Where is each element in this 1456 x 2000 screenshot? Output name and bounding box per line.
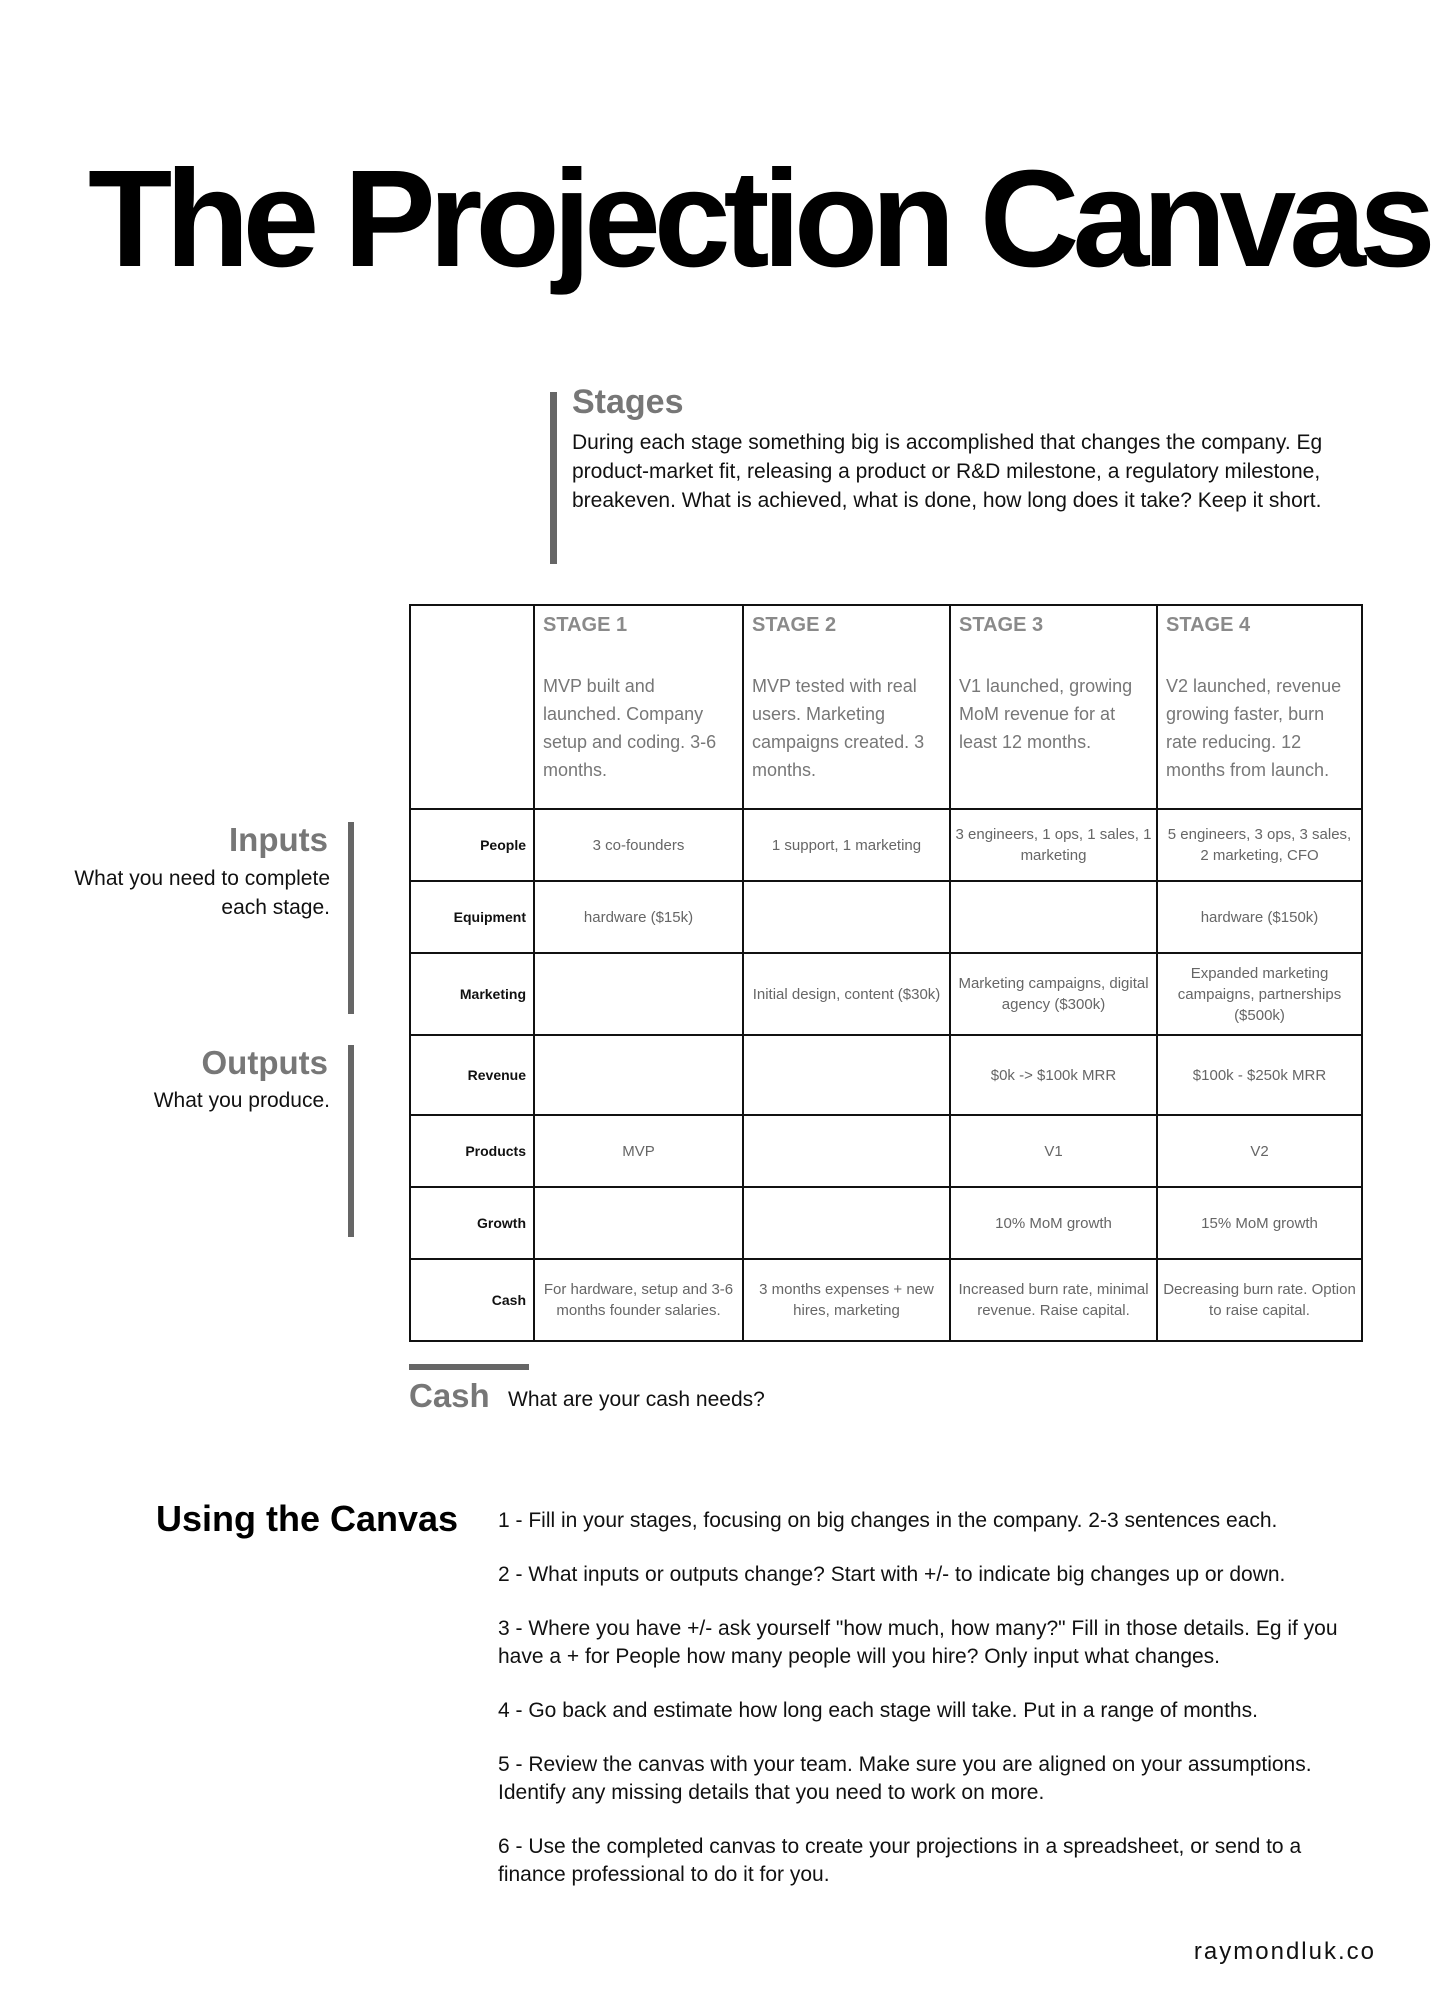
table-row-people [410,809,1362,881]
stages-description: During each stage something big is accomplished that changes the company. Eg product-market fit, releasing a product or R&D milestone, a regulatory milestone, breakeven. What is achieved, what is done, how long does it take? Keep it short. [572,431,1323,512]
table-cell: 1 support, 1 marketing [743,809,950,881]
inputs-heading: Inputs [229,821,328,858]
table-cell: Increased burn rate, minimal revenue. Raise capital. [950,1259,1157,1341]
stage-header-cell [534,605,743,809]
table-cell [743,1035,950,1115]
table-cell [534,1187,743,1259]
stages-heading: Stages [572,383,684,421]
table-cell: V1 [950,1115,1157,1187]
table-cell: 3 engineers, 1 ops, 1 sales, 1 marketing [950,809,1157,881]
table-cell [534,953,743,1035]
table-cell [743,1115,950,1187]
cash-heading: Cash [409,1377,490,1414]
table-cell: Expanded marketing campaigns, partnerships ($500k) [1157,953,1362,1035]
table-row-growth [410,1187,1362,1259]
table-cell: For hardware, setup and 3-6 months founder salaries. [534,1259,743,1341]
table-cell: $0k -> $100k MRR [950,1035,1157,1115]
table-cell [950,881,1157,953]
corner-cell [410,605,534,809]
cash-accent-line [409,1364,529,1370]
table-cell: V2 [1157,1115,1362,1187]
table-row-marketing [410,953,1362,1035]
outputs-description: What you produce. [153,1089,330,1112]
table-cell [743,1187,950,1259]
table-cell: Marketing campaigns, digital agency ($300k) [950,953,1157,1035]
projection-canvas-table [409,604,1363,1342]
table-cell: 5 engineers, 3 ops, 3 sales, 2 marketing, CFO [1157,809,1362,881]
inputs-accent-bar [348,822,354,1014]
footer-site-name: raymondluk.co [1193,1938,1376,1965]
table-cell: $100k - $250k MRR [1157,1035,1362,1115]
stage-description: V2 launched, revenue growing faster, burn rate reducing. 12 months from launch. [1166,676,1342,780]
row-label: Revenue [410,1035,534,1115]
instruction-step: 2 - What inputs or outputs change? Start with +/- to indicate big changes up or down. [498,1563,1286,1586]
instruction-step: 6 - Use the completed canvas to create your projections in a spreadsheet, or send to a finance professional to do it for you. [498,1835,1302,1886]
using-canvas-steps [498,1507,1348,1915]
table-cell: hardware ($150k) [1157,881,1362,953]
table-cell: 3 months expenses + new hires, marketing [743,1259,950,1341]
table-row-revenue [410,1035,1362,1115]
using-canvas-heading: Using the Canvas [156,1498,459,1539]
row-label: Growth [410,1187,534,1259]
table-cell: hardware ($15k) [534,881,743,953]
stage-description: V1 launched, growing MoM revenue for at least 12 months. [959,676,1133,752]
instruction-step: 3 - Where you have +/- ask yourself "how much, how many?" Fill in those details. Eg if you have a + for People how many people will you hire? Only input what changes. [498,1617,1338,1668]
stage-header-row [410,605,1362,809]
table-row-products [410,1115,1362,1187]
stage-label: STAGE 1 [543,614,628,636]
outputs-accent-bar [348,1045,354,1237]
cash-description: What are your cash needs? [508,1388,765,1411]
outputs-heading: Outputs [201,1044,328,1081]
inputs-description: What you need to complete each stage. [74,867,330,919]
instruction-step: 5 - Review the canvas with your team. Make sure you are aligned on your assumptions. Identify any missing details that you need to work on more. [498,1753,1312,1804]
stage-header-cell [950,605,1157,809]
stage-description: MVP tested with real users. Marketing campaigns created. 3 months. [752,676,925,780]
table-cell: Decreasing burn rate. Option to raise capital. [1157,1259,1362,1341]
row-label: Marketing [410,953,534,1035]
instruction-step: 4 - Go back and estimate how long each stage will take. Put in a range of months. [498,1699,1258,1722]
table-cell: MVP [534,1115,743,1187]
stage-label: STAGE 3 [959,614,1044,636]
page-title: The Projection Canvas [88,142,1429,296]
stage-header-cell [1157,605,1362,809]
table-row-equipment [410,881,1362,953]
table-cell: 15% MoM growth [1157,1187,1362,1259]
instruction-step: 1 - Fill in your stages, focusing on big changes in the company. 2-3 sentences each. [498,1509,1278,1532]
stage-label: STAGE 2 [752,614,837,636]
table-cell: Initial design, content ($30k) [743,953,950,1035]
stage-header-cell [743,605,950,809]
row-label: Equipment [410,881,534,953]
row-label: People [410,809,534,881]
table-cell: 10% MoM growth [950,1187,1157,1259]
row-label: Products [410,1115,534,1187]
stage-description: MVP built and launched. Company setup and coding. 3-6 months. [543,676,717,780]
stages-accent-bar [550,392,557,564]
table-cell: 3 co-founders [534,809,743,881]
stage-label: STAGE 4 [1166,614,1251,636]
table-row-cash [410,1259,1362,1341]
table-cell [743,881,950,953]
row-label: Cash [410,1259,534,1341]
table-cell [534,1035,743,1115]
